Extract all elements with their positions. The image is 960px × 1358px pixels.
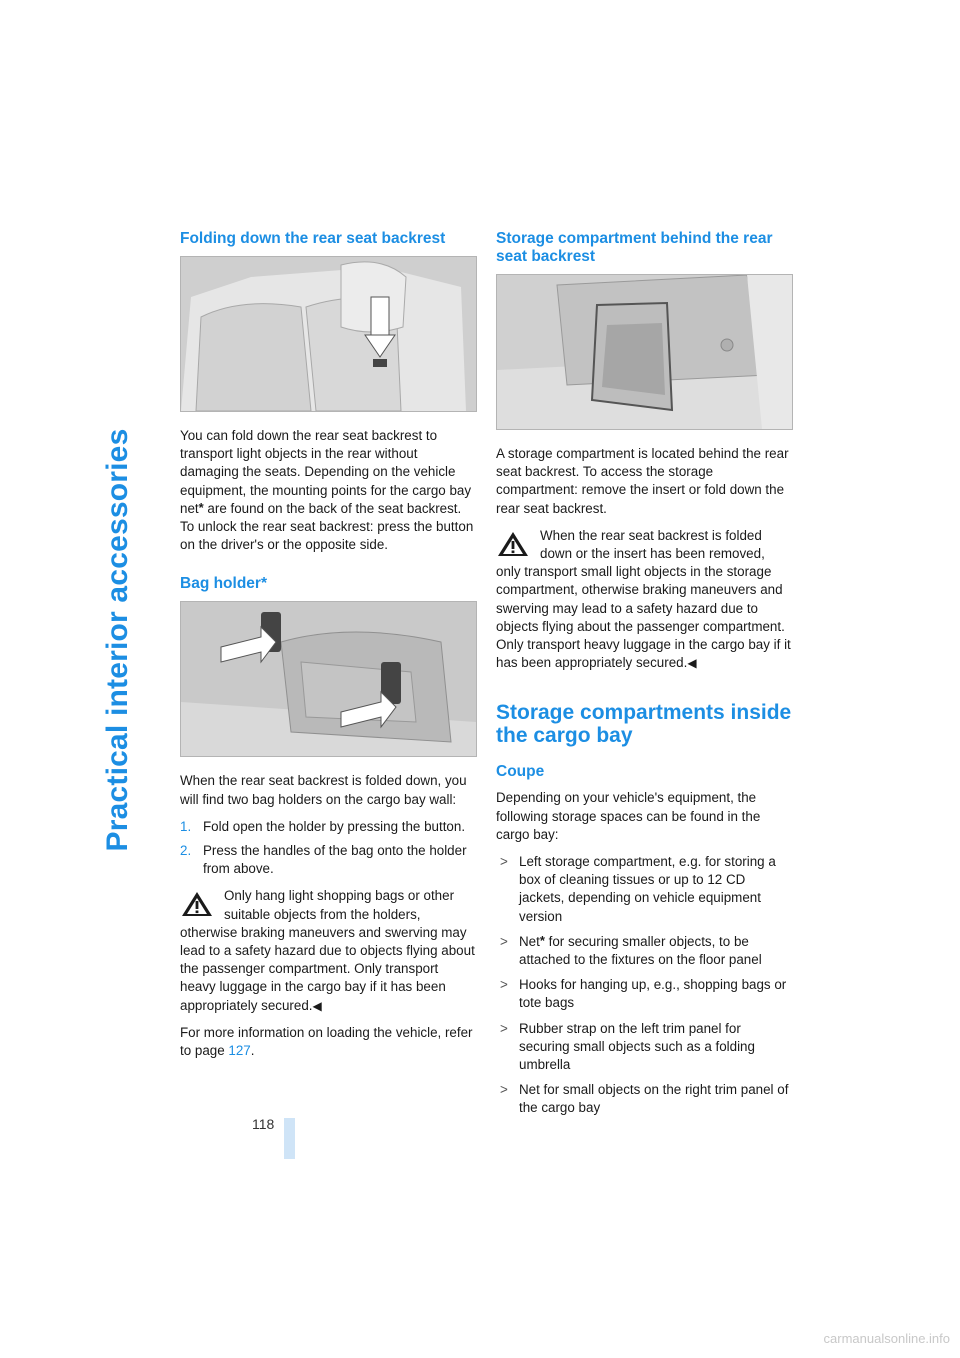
paragraph-folding: You can fold down the rear seat backrest to transport light objects in the rear without damaging the seats. Depending on the vehicle equipment, the mounting points for the cargo bay net* are found on the back of the seat backrest. To unlock the rear seat backrest: press the button on the driver's or the opposite side. — [180, 428, 474, 553]
left-column — [180, 230, 476, 1069]
paragraph-more-info: For more information on loading the vehicle, refer to page 127. — [180, 1024, 473, 1059]
step-item: 2. Press the handles of the bag onto the holder from above. — [180, 843, 467, 877]
heading-coupe: Coupe — [496, 763, 545, 781]
list-item: > Rubber strap on the left trim panel for securing small objects such as a folding umbrella — [500, 1020, 755, 1073]
photo-storage-compartment — [496, 274, 793, 430]
warning-triangle-icon — [180, 890, 214, 918]
heading-storage-behind-seat: Storage compartment behind the rear seat backrest — [496, 230, 773, 265]
warning-triangle-icon — [496, 530, 530, 558]
list-item: > Hooks for hanging up, e.g., shopping bags or tote bags — [500, 977, 787, 1011]
option-marker: * — [539, 932, 545, 948]
end-marker: ◀ — [312, 998, 322, 1013]
end-marker: ◀ — [687, 656, 697, 671]
photo-bag-holder — [180, 601, 477, 757]
paragraph-storage: A storage compartment is located behind the rear seat backrest. To access the storage compartment: remove the insert or fold down the rear seat backrest. — [496, 446, 789, 516]
paragraph-coupe: Depending on your vehicle's equipment, the following storage spaces can be found in the cargo bay: — [496, 790, 761, 842]
option-marker: * — [198, 499, 204, 515]
warning-note: When the rear seat backrest is folded down or the insert has been removed, only transport small light objects in the storage compartment, otherwise braking maneuvers and swerving may lead to a safety hazard due to objects flying about the passenger compartment. Only transport heavy luggage in the cargo bay if it has been appropriately secured.◀ — [496, 527, 791, 671]
step-item: 1. Fold open the holder by pressing the button. — [180, 818, 466, 834]
steps-list — [180, 818, 476, 879]
rear-seat-illustration — [181, 257, 476, 411]
heading-bag-holder: Bag holder* — [180, 575, 267, 593]
photo-rear-seat-backrest — [180, 256, 477, 412]
list-item: > Net* for securing smaller objects, to be attached to the fixtures on the floor panel — [500, 932, 762, 968]
page-number: 118 — [252, 1116, 275, 1132]
list-item: > Net for small objects on the right trim panel of the cargo bay — [500, 1082, 789, 1116]
watermark: carmanualsonline.info — [823, 1331, 950, 1346]
storage-spaces-list — [496, 853, 792, 1118]
storage-compartment-illustration — [497, 275, 792, 429]
paragraph-bag-holder: When the rear seat backrest is folded down, you will find two bag holders on the cargo bay wall: — [180, 773, 467, 807]
heading-storage-cargo-bay: Storage compartments inside the cargo bay — [496, 701, 792, 748]
page-link[interactable]: 127 — [228, 1043, 251, 1059]
heading-folding-rear-seat: Folding down the rear seat backrest — [180, 230, 446, 247]
list-item: > Left storage compartment, e.g. for storing a box of cleaning tissues or up to 12 CD jackets, depending on vehicle equipment version — [500, 854, 776, 924]
bag-holder-illustration — [181, 602, 476, 756]
right-column — [496, 230, 792, 1125]
page-number-bar — [284, 1118, 295, 1159]
warning-note: Only hang light shopping bags or other suitable objects from the holders, otherwise braking maneuvers and swerving may lead to a safety hazard due to objects flying about the passenger compartment. Only transport heavy luggage in the cargo bay if it has been appropriately secured.◀ — [180, 888, 475, 1013]
